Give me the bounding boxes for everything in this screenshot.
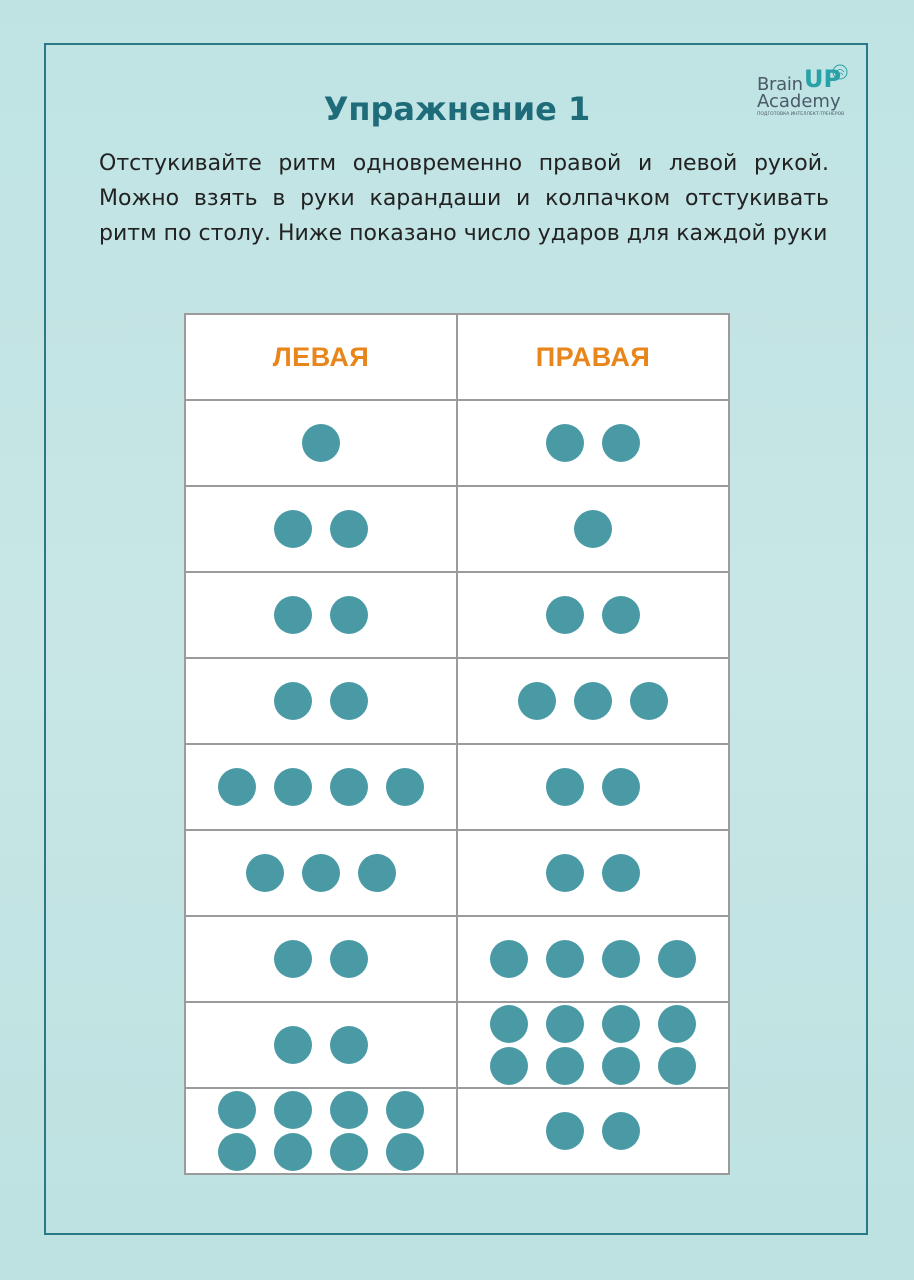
beat-dot — [602, 1047, 640, 1085]
beat-dot — [358, 854, 396, 892]
beat-dot — [218, 1091, 256, 1129]
left-hand-header: ЛЕВАЯ — [185, 314, 457, 400]
beat-dots — [546, 424, 640, 462]
beat-dot — [490, 1005, 528, 1043]
beat-dot — [602, 1005, 640, 1043]
beat-dot — [274, 682, 312, 720]
left-hand-beats — [185, 400, 457, 486]
table-header-row — [185, 314, 729, 400]
right-hand-beats — [457, 916, 729, 1002]
beat-dot — [386, 1133, 424, 1171]
beat-dot — [546, 768, 584, 806]
right-hand-beats — [457, 1088, 729, 1174]
left-hand-beats — [185, 1002, 457, 1088]
beat-dot — [630, 682, 668, 720]
beat-dot — [490, 940, 528, 978]
beat-dot — [302, 854, 340, 892]
beat-dot — [274, 940, 312, 978]
beat-dot — [490, 1047, 528, 1085]
beat-dots — [274, 682, 368, 720]
beat-dot — [246, 854, 284, 892]
beat-dot — [602, 424, 640, 462]
right-hand-beats — [457, 400, 729, 486]
beat-dots — [546, 768, 640, 806]
beat-dot — [274, 1091, 312, 1129]
rhythm-table — [184, 313, 730, 1175]
beat-dot — [330, 940, 368, 978]
left-hand-beats — [185, 1088, 457, 1174]
right-hand-beats — [457, 486, 729, 572]
beat-dot — [274, 1133, 312, 1171]
beat-dot — [330, 596, 368, 634]
beat-dot — [546, 940, 584, 978]
table-row — [185, 658, 729, 744]
beat-dots — [518, 682, 668, 720]
logo-brain-text: Brain — [757, 74, 803, 95]
beat-dot — [330, 1091, 368, 1129]
beat-dot — [546, 1005, 584, 1043]
beat-dot — [518, 682, 556, 720]
logo-up-text: UP — [804, 65, 842, 93]
beat-dot — [602, 596, 640, 634]
right-hand-beats — [457, 830, 729, 916]
beat-dot — [602, 940, 640, 978]
beat-dots — [546, 596, 640, 634]
beat-dot — [386, 1091, 424, 1129]
beat-dot — [274, 596, 312, 634]
left-hand-beats — [185, 916, 457, 1002]
beat-dot — [330, 1133, 368, 1171]
beat-dots — [490, 1005, 696, 1085]
logo-tagline: ПОДГОТОВКА ИНТЕЛЛЕКТ-ТРЕНЕРОВ — [757, 112, 845, 117]
right-hand-header: ПРАВАЯ — [457, 314, 729, 400]
beat-dot — [330, 510, 368, 548]
right-hand-beats — [457, 744, 729, 830]
beat-dot — [330, 768, 368, 806]
logo-academy-text: Academy — [757, 91, 841, 112]
beat-dots — [274, 510, 368, 548]
left-hand-beats — [185, 744, 457, 830]
beat-dot — [602, 768, 640, 806]
beat-dots — [546, 854, 640, 892]
beat-dot — [574, 682, 612, 720]
beat-dot — [602, 1112, 640, 1150]
rhythm-rows — [185, 400, 729, 1174]
table-row — [185, 744, 729, 830]
beat-dot — [330, 1026, 368, 1064]
beat-dot — [546, 596, 584, 634]
beat-dot — [274, 768, 312, 806]
beat-dot — [658, 940, 696, 978]
table-row — [185, 830, 729, 916]
table-row — [185, 572, 729, 658]
beat-dot — [330, 682, 368, 720]
beat-dots — [274, 940, 368, 978]
beat-dot — [274, 510, 312, 548]
instructions-text: Отстукивайте ритм одновременно правой и левой рукой. Можно взять в руки карандаши и колпачком отстукивать ритм по столу. Ниже показано число ударов для каждой руки — [99, 151, 829, 246]
beat-dots — [574, 510, 612, 548]
beat-dot — [546, 1047, 584, 1085]
beat-dot — [602, 854, 640, 892]
beat-dot — [658, 1005, 696, 1043]
page-title: Упражнение 1 — [323, 90, 591, 128]
beat-dot — [658, 1047, 696, 1085]
beat-dot — [386, 768, 424, 806]
beat-dot — [546, 424, 584, 462]
beat-dots — [246, 854, 396, 892]
left-hand-beats — [185, 486, 457, 572]
beat-dots — [490, 940, 696, 978]
beat-dot — [546, 1112, 584, 1150]
right-hand-beats — [457, 572, 729, 658]
beat-dots — [546, 1112, 640, 1150]
table-row — [185, 1088, 729, 1174]
left-hand-beats — [185, 830, 457, 916]
beat-dots — [274, 596, 368, 634]
right-hand-beats — [457, 1002, 729, 1088]
left-hand-beats — [185, 658, 457, 744]
beat-dots — [218, 768, 424, 806]
table-row — [185, 916, 729, 1002]
beat-dots — [218, 1091, 424, 1171]
table-row — [185, 486, 729, 572]
beat-dot — [574, 510, 612, 548]
beat-dot — [546, 854, 584, 892]
right-hand-beats — [457, 658, 729, 744]
beat-dot — [302, 424, 340, 462]
beat-dots — [274, 1026, 368, 1064]
table-row — [185, 400, 729, 486]
beat-dot — [274, 1026, 312, 1064]
beat-dots — [302, 424, 340, 462]
table-row — [185, 1002, 729, 1088]
beat-dot — [218, 768, 256, 806]
brain-icon — [831, 63, 849, 81]
beat-dot — [218, 1133, 256, 1171]
left-hand-beats — [185, 572, 457, 658]
